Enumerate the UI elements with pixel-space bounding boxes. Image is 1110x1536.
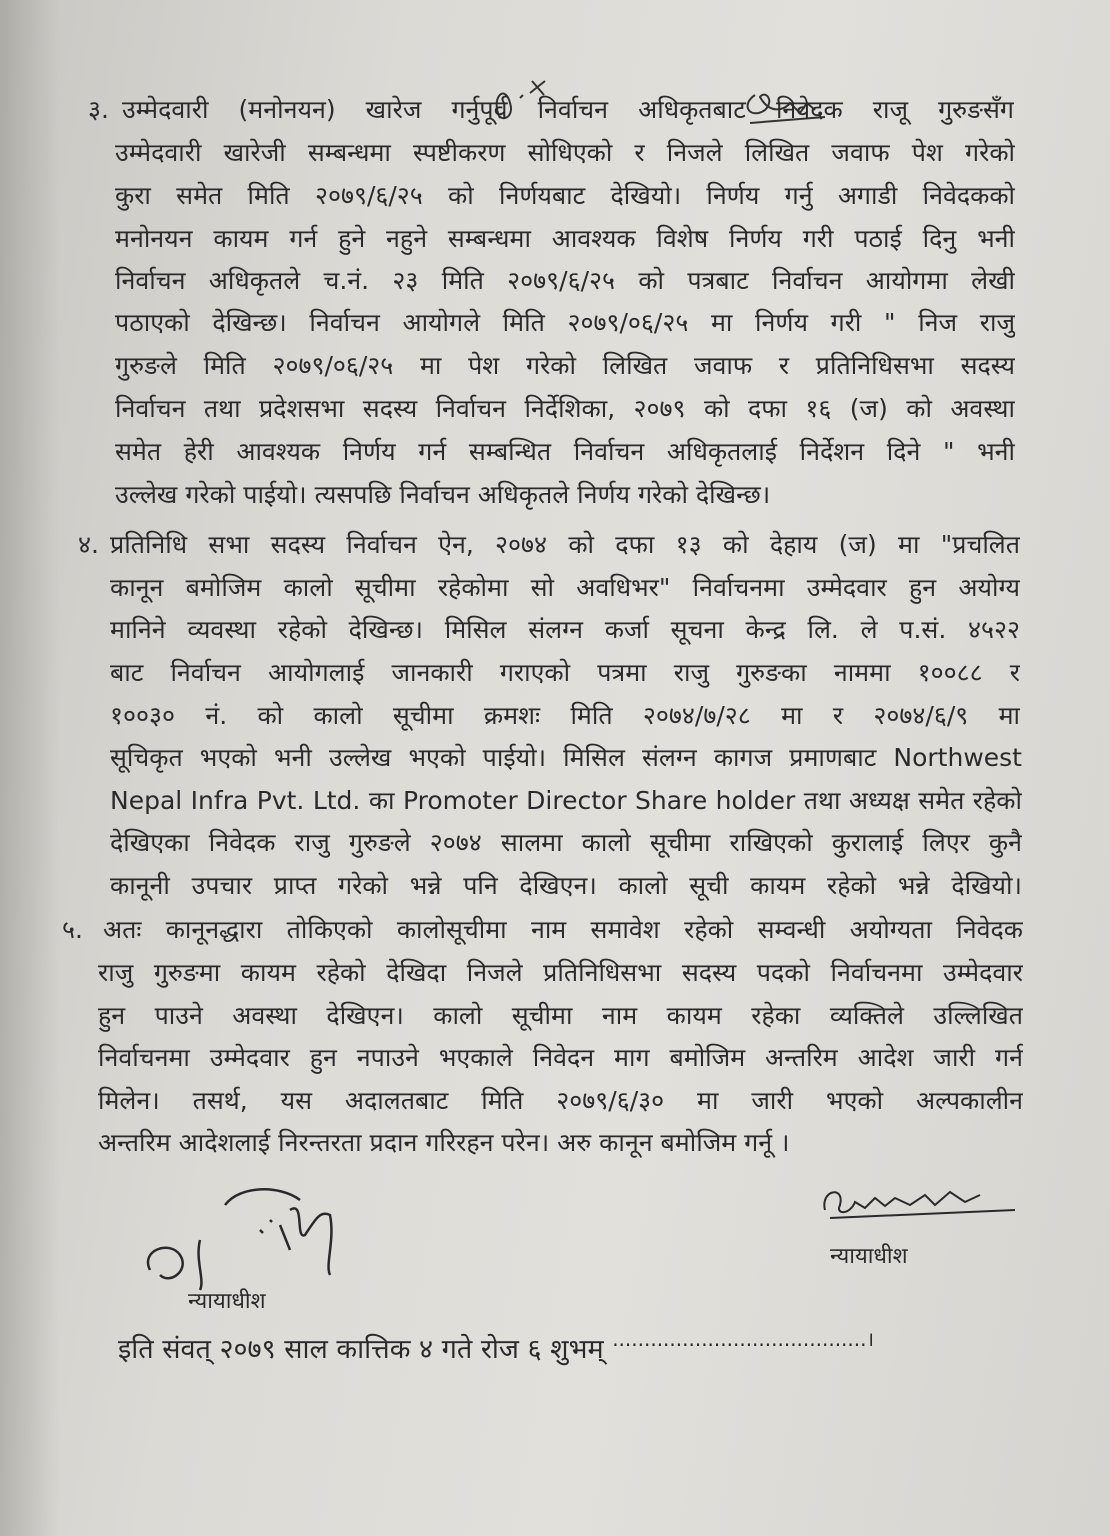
text-line: निर्वाचन तथा प्रदेशसभा सदस्य निर्वाचन निर्देशिका, २०७९ को दफा १६ (ज) को अवस्था xyxy=(115,394,1015,423)
right-judge-title: न्यायाधीश xyxy=(830,1244,908,1269)
text-line: मिलेन। तसर्थ, यस अदालतबाट मिति २०७९/६/३० मा जारी भएको अल्पकालीन xyxy=(98,1086,1023,1115)
paragraph-number: ५. xyxy=(62,915,83,944)
paragraph-number: ४. xyxy=(78,530,99,559)
text-line: कानूनी उपचार प्राप्त गरेको भन्ने पनि देखिएन। कालो सूची कायम रहेको भन्ने देखियो। xyxy=(110,871,1022,900)
text-line: समेत हेरी आवश्यक निर्णय गर्न सम्बन्धित निर्वाचन अधिकृतलाई निर्देशन दिने " भनी xyxy=(115,437,1015,466)
text-line: १००३० नं. को कालो सूचीमा क्रमशः मिति २०७४/७/२८ मा र २०७४/६/९ मा xyxy=(110,701,1020,730)
text-line: उल्लेख गरेको पाईयो। त्यसपछि निर्वाचन अधिकृतले निर्णय गरेको देखिन्छ। xyxy=(115,480,771,509)
text-line: देखिएका निवेदक राजु गुरुङले २०७४ सालमा कालो सूचीमा राखिएको कुरालाई लिएर कुनै xyxy=(110,828,1022,857)
text-line: मनोनयन कायम गर्न हुने नहुने सम्बन्धमा आवश्यक विशेष निर्णय गरी पठाई दिनु भनी xyxy=(115,224,1015,253)
text-line: राजु गुरुङमा कायम रहेको देखिदा निजले प्रतिनिधिसभा सदस्य पदको निर्वाचनमा उम्मेदवार xyxy=(98,958,1023,987)
text-line: बाट निर्वाचन आयोगलाई जानकारी गराएको पत्रमा राजु गुरुङका नाममा १००८८ र xyxy=(110,658,1020,687)
text-line: कानून बमोजिम कालो सूचीमा रहेकोमा सो अवधिभर" निर्वाचनमा उम्मेदवार हुन अयोग्य xyxy=(110,573,1020,602)
left-judge-title: न्यायाधीश xyxy=(188,1289,266,1314)
closing-line xyxy=(118,1327,875,1371)
text-line: अतः कानूनद्धारा तोकिएको कालोसूचीमा नाम समावेश रहेको सम्वन्धी अयोग्यता निवेदक xyxy=(103,915,1023,944)
text-line: Nepal Infra Pvt. Ltd. का Promoter Director Share holder तथा अध्यक्ष समेत रहेको xyxy=(110,786,1022,815)
text-line: उम्मेदवारी खारेजी सम्बन्धमा स्पष्टीकरण सोधिएको र निजले लिखित जवाफ पेश गरेको xyxy=(115,138,1015,167)
text-line: मानिने व्यवस्था रहेको देखिन्छ। मिसिल संलग्न कर्जा सूचना केन्द्र लि. ले प.सं. ४५२२ xyxy=(110,615,1020,644)
left-judge-signature xyxy=(130,1180,360,1300)
text-line: निर्वाचनमा उम्मेदवार हुन नपाउने भएकाले निवेदन माग बमोजिम अन्तरिम आदेश जारी गर्न xyxy=(98,1043,1023,1072)
page-edge-shadow xyxy=(0,0,60,1536)
text-line: अन्तरिम आदेशलाई निरन्तरता प्रदान गरिरहन परेन। अरु कानून बमोजिम गर्नू । xyxy=(98,1128,790,1157)
closing-dots: ........................................। xyxy=(612,1327,875,1351)
text-line: गुरुङले मिति २०७९/०६/२५ मा पेश गरेको लिखित जवाफ र प्रतिनिधिसभा सदस्य xyxy=(115,351,1015,380)
text-line: प्रतिनिधि सभा सदस्य निर्वाचन ऐन, २०७४ को दफा १३ को देहाय (ज) मा "प्रचलित xyxy=(110,530,1020,559)
closing-date-text: इति संवत् २०७९ साल कात्तिक ४ गते रोज ६ शुभम् xyxy=(118,1334,604,1365)
right-judge-signature xyxy=(815,1180,1025,1225)
text-line: पठाएको देखिन्छ। निर्वाचन आयोगले मिति २०७९/०६/२५ मा निर्णय गरी " निज राजु xyxy=(115,308,1015,337)
text-line: निर्वाचन अधिकृतले च.नं. २३ मिति २०७९/६/२५ को पत्रबाट निर्वाचन आयोगमा लेखी xyxy=(115,266,1015,295)
text-line: उम्मेदवारी (मनोनयन) खारेज गर्नुपूर्व निर्वाचन अधिकृतबाट निवेदक राजू गुरुङसँग xyxy=(122,95,1014,124)
paragraph-number: ३. xyxy=(88,95,109,124)
text-line: सूचिकृत भएको भनी उल्लेख भएको पाईयो। मिसिल संलग्न कागज प्रमाणबाट Northwest xyxy=(110,743,1022,772)
text-line: कुरा समेत मिति २०७९/६/२५ को निर्णयबाट देखियो। निर्णय गर्नु अगाडी निवेदकको xyxy=(115,181,1015,210)
text-line: हुन पाउने अवस्था देखिएन। कालो सूचीमा नाम कायम रहेका व्यक्तिले उल्लिखित xyxy=(98,1001,1023,1030)
